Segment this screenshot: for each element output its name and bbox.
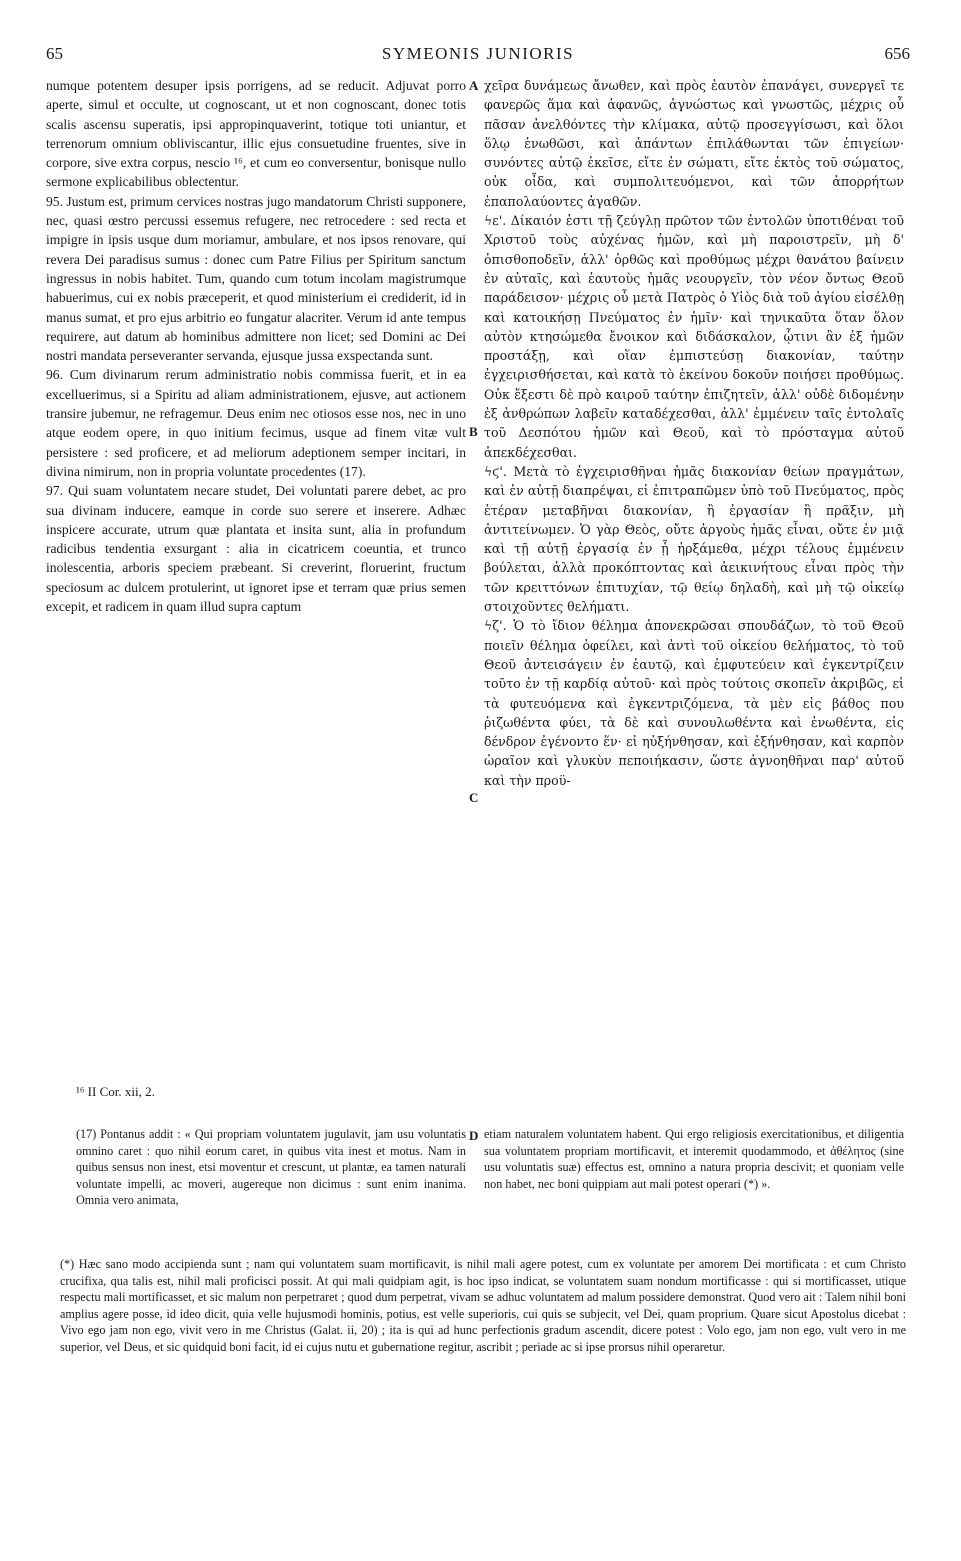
- footnote-16: ¹⁶ II Cor. xii, 2.: [76, 1084, 155, 1099]
- page-number-left: 65: [46, 44, 63, 63]
- latin-paragraph: numque potentem desuper ipsis porrigens, ad se reducit. Adjuvat porro aperte, simul et occulte, ut cognoscant, ut et non cognoscant, donec totis scalis ascensu superatis, ipsi appropinquaverint, totique toti uniantur, et terrenorum omnium obliviscantur, illic ejus consuetudine fruentes, sive in corpore, sive extra corpus, nescio ¹⁶, et cum eo conversentur, bonisque nullo sermone explicabilibus oblectentur.: [46, 78, 466, 190]
- margin-marker-b: B: [469, 424, 478, 439]
- latin-paragraph-96: 96. Cum divinarum rerum administratio nobis commissa fuerit, et in ea excelluerimus, si a Spiritu ad aliam administrationem, ejusve, aut actionem transire jubemur, ne refragemur. Deus enim nec otiosos esse nos, nec in uno atque eodem opere, in quo initium fecimus, usque ad finem vitæ vult persistere : sed proficere, et ad meliorum adeptionem semper incitari, in divina nimirum, non in propria voluntate procedentes (17).: [46, 367, 466, 479]
- greek-paragraph: χεῖρα δυνάμεως ἄνωθεν, καὶ πρὸς ἑαυτὸν ἐπανάγει, συνεργεῖ τε φανερῶς ἅμα καὶ ἀφανῶς, ἀγνώστως καὶ γνωστῶς, μέχρις οὗ πᾶσαν ἀνελθόντες τὴν κλίμακα, αὐτῷ προσεγγίσωσι, καὶ ὅλοι ὅλῳ ἑνωθῶσι, καὶ ἁπάντων ἐπιλάθωνται τῶν ἐπιγείων· συνόντες αὐτῷ ἐκεῖσε, εἴτε ἐν σώματι, εἴτε ἐκτὸς τοῦ σώματος, οὐκ οἶδα, καὶ συμπολιτευόμενοι, καὶ τῶν ἀπορρήτων ἐπαπολαύοντες ἀγαθῶν.: [484, 78, 904, 209]
- greek-column: [484, 76, 904, 790]
- footnote-17-left: (17) Pontanus addit : « Qui propriam voluntatem jugulavit, jam usu voluntatis omnino caret : quo nihil eorum caret, in quibus vita inest et motus. Nam in quibus sensus non inest, etsi moventur et crescunt, ut plantæ, ea tamen naturali voluntate impelli, ac moveri, augereque non dicimus : sunt enim inanima. Omnia vero animata,: [76, 1127, 466, 1207]
- footnote-17-right: etiam naturalem voluntatem habent. Qui ergo religiosis exercitationibus, et diligentia sua voluntatem propriam mortificavit, et interemit quodammodo, et ἀθέλητος (sine usu voluntatis suæ) effectus est, omnino a natura propria descivit; et quoniam velle non habet, nec boni quippiam aut mali potest operari (*) ».: [484, 1127, 904, 1191]
- latin-paragraph-97: 97. Qui suam voluntatem necare studet, Dei voluntati parere debet, ac pro sua divinam inducere, eamque in corde suo serere et inserere. Adhæc inspicere accurate, utrum quæ plantata et insita sunt, alia in profundum radicibus tendentia exsurgant : alia in cicatricem coeuntia, et trunco inolescentia, arboris speciem præbeant. Si creverint, floruerint, fructum speciosum ac dulcem protulerint, ut ignoret ipse et terram quæ prius semen excepit, et radicem in quam illud supra captum: [46, 483, 466, 615]
- greek-paragraph-96: ϟϛ'. Μετὰ τὸ ἐγχειρισθῆναι ἡμᾶς διακονίαν θείων πραγμάτων, καὶ ἐν αὐτῇ διαπρέψαι, εἰ ἐπιτραπῶμεν ὑπὸ τοῦ Πνεύματος, πρὸς ἑτέραν μεταβῆναι διακονίαν, ἢ ἐργασίαν ἢ πρᾶξιν, μὴ ἀντιτείνωμεν. Ὁ γὰρ Θεὸς, οὔτε ἀργοὺς ἡμᾶς εἶναι, οὔτε ἐν μιᾷ καὶ τῇ αὐτῇ ἐργασίᾳ ἐν ᾗ ἠρξάμεθα, μέχρι τέλους ἐμμένειν βούλεται, ἀλλὰ προκόπτοντας καὶ ἀεικινήτους εἶναι πρὸς τὴν τῶν κρειττόνων ἐπιτυχίαν, τῷ θείῳ δηλαδὴ, καὶ μὴ τῷ οἰκείῳ στοιχοῦντες θελήματι.: [484, 463, 904, 615]
- latin-paragraph-95: 95. Justum est, primum cervices nostras jugo mandatorum Christi supponere, nec, quasi œstro percussi essemus refugere, nec retrocedere : sed recta et impigre in ipsis usque dum moriamur, ambulare, et nos ipsos renovare, qui revera Dei paradisus sumus : donec cum Patre Filius per Spiritum sanctum ingressus in nobis habitet. Tum, quando cum totum incolam magistrumque habuerimus, cui ex nobis præceperit, et quod ministerium ei crediderit, id in manus sumat, et pro ejus arbitrio eo fungatur alacriter. Verum id ante tempus requirere, aut datum ab hominibus admittere non licet; sed Domini ac Dei nostri mandata perseveranter servanda, ejusque jussa exspectanda sunt.: [46, 193, 466, 364]
- greek-paragraph-95: ϟε'. Δίκαιόν ἐστι τῇ ζεύγλῃ πρῶτον τῶν ἐντολῶν ὑποτιθέναι τοῦ Χριστοῦ τοὺς αὐχένας ἡμῶν, καὶ μὴ παροιστρεῖν, μὴ δ' ὀπισθοποδεῖν, ἀλλ' ὀρθῶς καὶ προθύμως μέχρι θανάτου βαίνειν ἐν αὐταῖς, καὶ ἑαυτοὺς ἡμᾶς νεουργεῖν, τὸν νέον ὄντως Θεοῦ παράδεισον· μέχρις οὗ μετὰ Πατρὸς ὁ Υἱὸς διὰ τοῦ ἁγίου εἰσέλθῃ καὶ κατοικήσῃ Πνεύματος ἐν ἡμῖν· καὶ τηνικαῦτα ὅταν ὅλον αὐτὸν κτησώμεθα ἔνοικον καὶ διδάσκαλον, ᾧτινι ἂν ἐξ ἡμῶν προστάξῃ, καὶ οἵαν ἐμπιστεύσῃ διακονίαν, ταύτην ἐγχειρισθήσεται, καὶ κατὰ τὸ ἐκείνου δοκοῦν ποιήσει προθύμως. Οὐκ ἔξεστι δὲ πρὸ καιροῦ ταύτην ἐπιζητεῖν, ἀλλ' οὐδὲ διδομένην ἐξ ἀνθρώπων λαβεῖν καταδέχεσθαι, ἀλλ' ἐμμένειν ταῖς ἐντολαῖς τοῦ Δεσπότου ἡμῶν καὶ Θεοῦ, καὶ τὸ πρόσταγμα αὐτοῦ ἀπεκδέχεσθαι.: [484, 213, 904, 460]
- latin-column: [46, 76, 466, 616]
- page-header: [46, 44, 910, 68]
- page-number-right: 656: [884, 44, 910, 63]
- margin-marker-c: C: [469, 790, 479, 805]
- running-title: SYMEONIS JUNIORIS: [381, 44, 575, 63]
- greek-paragraph-97: ϟζ'. Ὁ τὸ ἴδιον θέλημα ἀπονεκρῶσαι σπουδάζων, τὸ τοῦ Θεοῦ ποιεῖν θέλημα ὀφείλει, καὶ ἀντὶ τοῦ οἰκείου θελήματος, τὸ τοῦ Θεοῦ ἀντεισάγειν ἐν ἑαυτῷ, καὶ ἐμφυτεύειν καὶ ἐγκεντρίζειν τοῦτο ἐν τῇ καρδίᾳ αὐτοῦ· καὶ πρὸς τούτοις σκοπεῖν ἀκριβῶς, εἰ τὰ φυτευόμενα καὶ ἐγκεντριζόμενα, τὰ μὲν εἰς βάθος που ῥιζωθέντα φύει, τὰ δὲ καὶ συνουλωθέντα καὶ ἐνωθέντα, εἰς δένδρον ἐγένοντο ἕν· εἰ ηὐξήνθησαν, καὶ ἐξήνθησαν, καὶ καρπὸν ὡραῖον καὶ γλυκὺν πεποιήκασιν, ὥστε ἀγνοηθῆναι παρ' αὐτοῦ καὶ τὴν προϋ-: [484, 618, 904, 788]
- margin-marker-a: A: [469, 78, 479, 93]
- margin-marker-d: D: [469, 1128, 479, 1143]
- footnote-asterisk: (*) Hæc sano modo accipienda sunt ; nam qui voluntatem suam mortificavit, is nihil mali agere potest, cum ex voluntate per amorem Dei mortificata : et cum Christo crucifixa, qua talis est, nihil mali proficisci possit. At qui mali quidpiam agit, is hoc ipso indicat, se voluntatem suam nondum mortificasse : qui si mortificasset, utique respectu mali mortificasset, et sic malum non perpetraret ; quod dum perpetrat, vivam se adhuc voluntatem ad malum possidere demonstrat. Quod vero ait : Talem nihil boni amplius agere posse, id ideo dicit, quia velle hujusmodi hominis, potius, est velle superioris, cui quis se subjecit, vel Dei, quam proprium. Quare sicut Apostolus dicebat : Vivo ego jam non ego, vivit vero in me Christus (Galat. ii, 20) ; ita is qui ad hunc perfectionis gradum ascendit, dicere potest : Volo ego, jam non ego, vult vero in me superior, vel Deus, et sic quidquid boni facit, id ei cujus nutu et gubernatione regitur, ascribit ; periade ac si ipse prorsus nihil operaretur.: [60, 1257, 906, 1354]
